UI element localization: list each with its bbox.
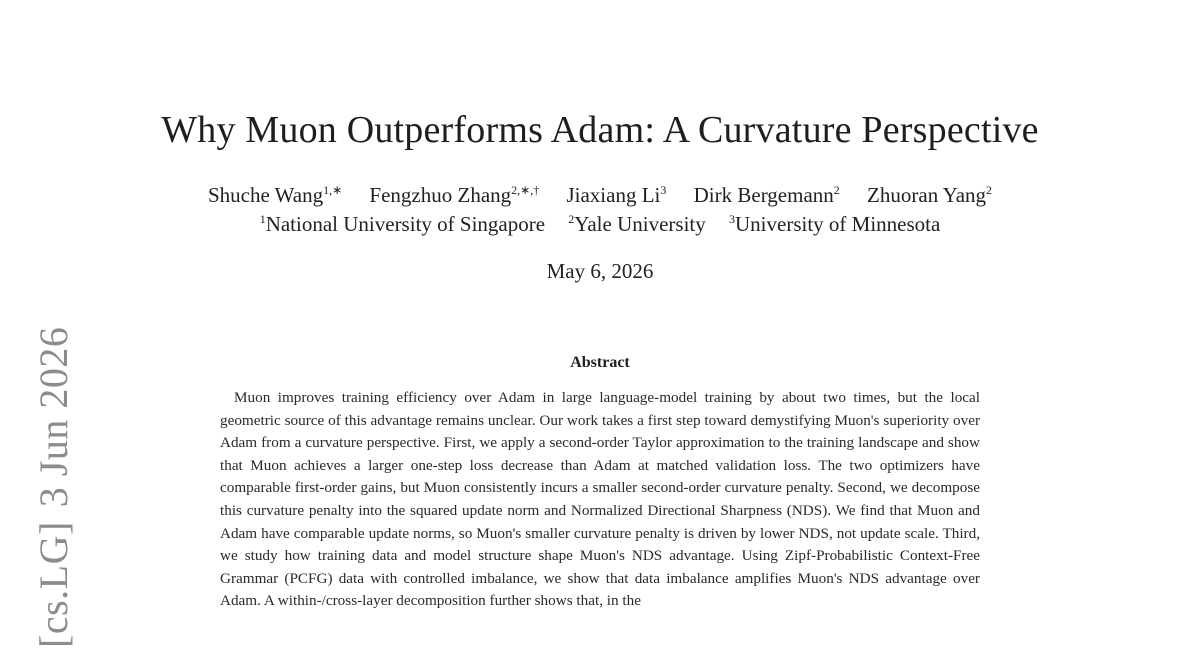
author-affiliation-mark: 2,∗,†	[511, 183, 540, 197]
affiliation	[568, 212, 705, 236]
paper-title: Why Muon Outperforms Adam: A Curvature Perspective	[161, 109, 1039, 151]
affiliation-name: National University of Singapore	[265, 212, 546, 236]
author-name: Shuche Wang	[207, 183, 324, 207]
author-name: Dirk Bergemann	[693, 183, 834, 207]
abstract-text: Muon improves training efficiency over Adam in large language-model training by about two times, but the local geometric source of this advantage remains unclear. Our work takes a first step toward demystifying Muon's superiority over Adam from a curvature perspective. First, we apply a second-order Taylor approximation to the training landscape and show that Muon achieves a larger one-step loss decrease than Adam at matched validation loss. The two optimizers have comparable first-order gains, but Muon consistently incurs a smaller second-order curvature penalty. Second, we decompose this curvature penalty into the squared update norm and Normalized Directional Sharpness (NDS). We find that Muon and Adam have comparable update norms, so Muon's smaller curvature penalty is driven by lower NDS, not update scale. Third, we study how training data and model structure shape Muon's NDS advantage. Using Zipf-Probabilistic Context-Free Grammar (PCFG) data with controlled imbalance, we show that data imbalance amplifies Muon's NDS advantage over Adam. A within-/cross-layer decomposition further shows that, in the	[220, 389, 980, 610]
author	[208, 183, 342, 207]
affiliation-list	[0, 212, 1200, 237]
arxiv-category: [cs.LG]	[31, 521, 76, 648]
affiliation-number: 3	[729, 212, 735, 226]
affiliation-number: 1	[259, 212, 266, 226]
author	[369, 183, 539, 207]
author	[867, 183, 992, 207]
arxiv-identifier-stamp	[30, 327, 77, 648]
author-affiliation-mark: 1,∗	[323, 183, 343, 197]
author-name: Fengzhuo Zhang	[369, 183, 512, 207]
author-affiliation-mark: 2	[986, 183, 993, 197]
author-name: Zhuoran Yang	[867, 183, 987, 207]
author-list	[0, 183, 1200, 208]
affiliation	[729, 212, 940, 236]
affiliation-name: University of Minnesota	[735, 212, 941, 236]
author-name: Jiaxiang Li	[566, 183, 661, 207]
affiliation-number: 2	[568, 212, 575, 226]
author	[694, 183, 840, 207]
arxiv-date: 3 Jun 2026	[31, 326, 76, 508]
abstract-heading: Abstract	[570, 354, 630, 371]
affiliation-name: Yale University	[574, 212, 706, 236]
author	[566, 183, 666, 207]
author-affiliation-mark: 3	[660, 183, 667, 197]
affiliation	[260, 212, 545, 236]
author-affiliation-mark: 2	[833, 183, 840, 197]
paper-date: May 6, 2026	[546, 259, 654, 283]
